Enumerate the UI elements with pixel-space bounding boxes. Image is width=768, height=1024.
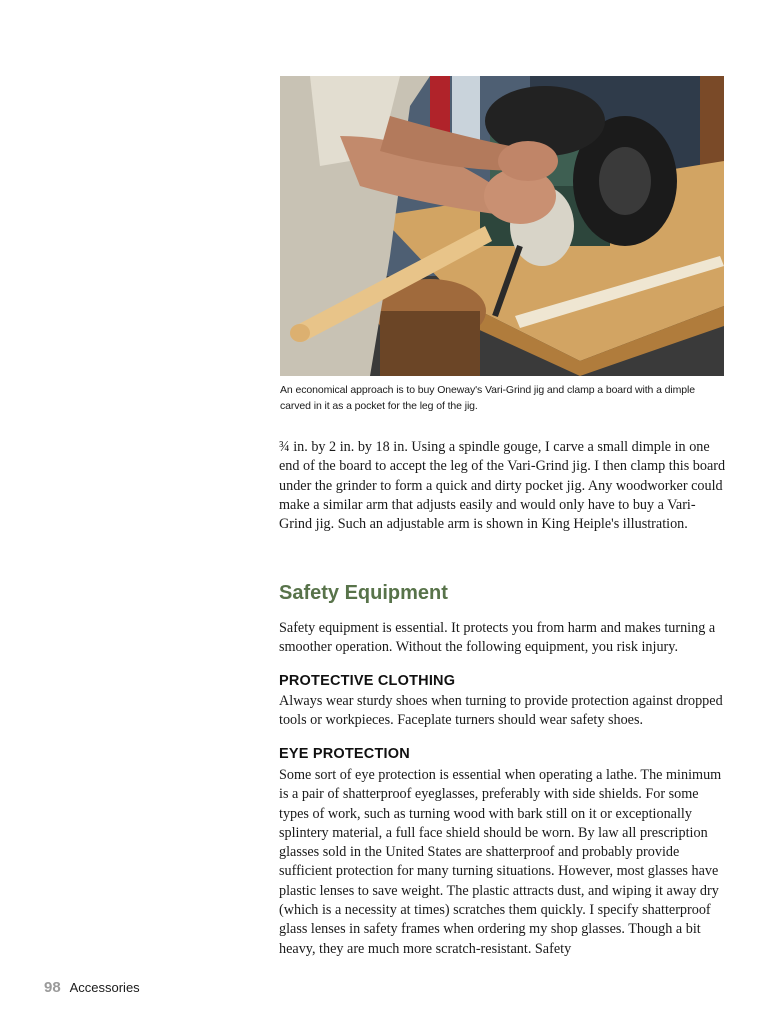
clothing-paragraph: Always wear sturdy shoes when turning to provide protection against dropped tools or workpieces. Faceplate turners should wear safety shoes. xyxy=(279,693,723,729)
page-footer xyxy=(44,979,140,996)
section-heading: Safety Equipment xyxy=(279,582,448,604)
page-number: 98 xyxy=(44,979,61,996)
eye-protection-heading: EYE PROTECTION xyxy=(279,746,410,762)
safety-paragraph: Safety equipment is essential. It protects you from harm and makes turning a smoother operation. Without the following equipment, you risk injury. xyxy=(279,620,716,656)
intro-paragraph: ¾ in. by 2 in. by 18 in. Using a spindle gouge, I carve a small dimple in one end of the board to accept the leg of the Vari-Grind jig. I then clamp this board under the grinder to form a quick and dirty pocket jig. Any woodworker could make a similar arm that adjusts easily and would only have to buy a Vari-Grind jig. Such an adjustable arm is shown in King Heiple's illustration. xyxy=(279,439,726,533)
eye-paragraph: Some sort of eye protection is essential when operating a lathe. The minimum is a pair of shatterproof eyeglasses, preferably with side shields. For some types of work, such as turning wood with bark still on it or exceptionally splintery material, a full face shield should be worn. By law all prescription glasses sold in the United States are shatterproof and probably provide sufficient protection for many turning situations. However, most glasses have plastic lenses to save weight. The plastic attracts dust, and wiping it away dry (which is a necessity at times) scratches them quickly. I specify shatterproof glass lenses in safety frames when ordering my shop glasses. Though a bit heavy, they are much more scratch-resistant. Safety xyxy=(279,767,722,957)
protective-clothing-heading: PROTECTIVE CLOTHING xyxy=(279,673,456,689)
footer-section: Accessories xyxy=(69,980,140,995)
grinder-photo xyxy=(280,76,724,376)
photo-caption: An economical approach is to buy Oneway's Vari-Grind jig and clamp a board with a dimple carved in it as a pocket for the leg of the jig. xyxy=(280,384,695,412)
